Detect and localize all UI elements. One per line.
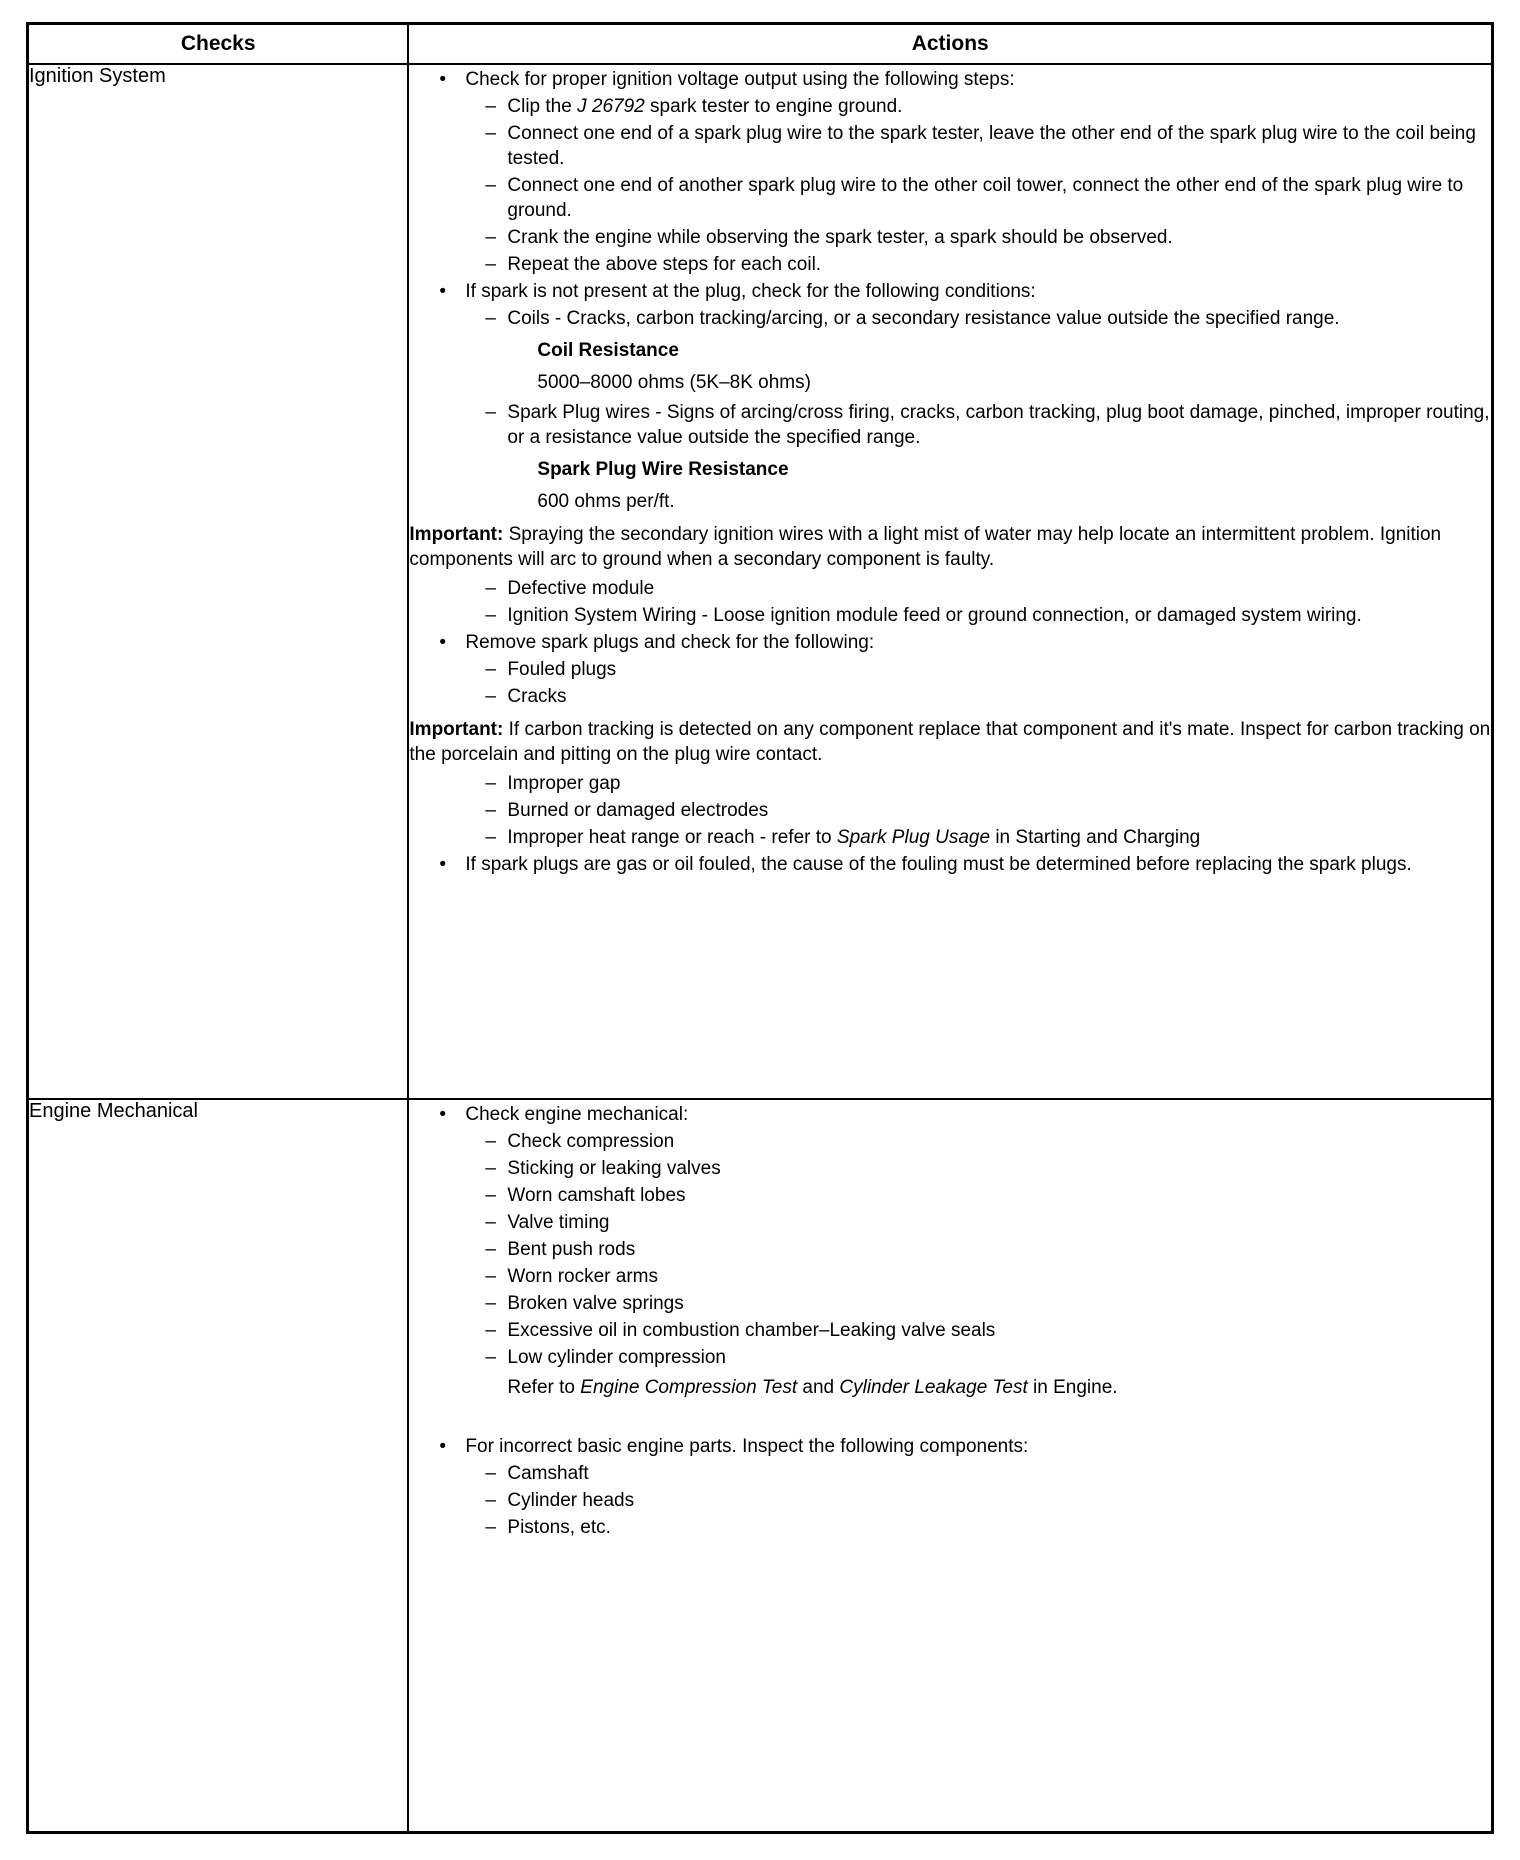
action-item-bullet — [409, 279, 1491, 304]
action-text: Important: Spraying the secondary ignition wires with a light mist of water may help locate an intermittent problem. Ignition components will arc to ground when a secondary component is faulty. — [409, 524, 1442, 570]
action-text: Refer to Engine Compression Test and Cylinder Leakage Test in Engine. — [507, 1377, 1118, 1398]
action-text: 600 ohms per/ft. — [537, 491, 675, 512]
header-row — [28, 24, 1493, 65]
checks-column-header: Checks — [28, 24, 409, 65]
action-item-dash — [409, 825, 1491, 850]
action-item-dash — [409, 1515, 1491, 1540]
dash-marker: – — [485, 1239, 496, 1260]
action-item-dash — [409, 121, 1491, 171]
action-item-dash — [409, 1345, 1491, 1370]
action-text: Ignition System Wiring - Loose ignition module feed or ground connection, or damaged system wiring. — [507, 605, 1362, 626]
action-text: Cracks — [507, 686, 567, 707]
action-item-dash — [409, 771, 1491, 796]
action-text: If spark plugs are gas or oil fouled, the cause of the fouling must be determined before replacing the spark plugs. — [465, 854, 1412, 875]
action-item-bullet — [409, 852, 1491, 877]
action-text: Spark Plug Wire Resistance — [537, 459, 789, 480]
action-item-dash — [409, 1129, 1491, 1154]
action-item-dash — [409, 798, 1491, 823]
action-text: Important: If carbon tracking is detected on any component replace that component and it's mate. Inspect for carbon tracking on the porcelain and pitting on the plug wire contact. — [409, 719, 1491, 765]
action-item-bullet — [409, 1102, 1491, 1127]
actions-cell — [408, 64, 1492, 1099]
bullet-marker: • — [439, 1436, 447, 1457]
action-item-spacer — [409, 1402, 1491, 1432]
action-item-dash — [409, 657, 1491, 682]
action-item-dash — [409, 1461, 1491, 1486]
dash-marker: – — [485, 827, 496, 848]
action-item-value — [409, 489, 1491, 514]
action-text: Coils - Cracks, carbon tracking/arcing, or a secondary resistance value outside the specified range. — [507, 308, 1340, 329]
dash-marker: – — [485, 1463, 496, 1484]
action-item-dash — [409, 1237, 1491, 1262]
table-row — [28, 1099, 1493, 1833]
action-item-refer — [409, 1375, 1491, 1400]
action-text: Defective module — [507, 578, 655, 599]
dash-marker: – — [485, 659, 496, 680]
dash-marker: – — [485, 123, 496, 144]
bullet-marker: • — [439, 281, 447, 302]
dash-marker: – — [485, 1517, 496, 1538]
action-text: Low cylinder compression — [507, 1347, 726, 1368]
dash-marker: – — [485, 578, 496, 599]
action-item-heading — [409, 457, 1491, 482]
action-text: Excessive oil in combustion chamber–Leaking valve seals — [507, 1320, 996, 1341]
actions-cell — [408, 1099, 1492, 1833]
bullet-marker: • — [439, 1104, 447, 1125]
dash-marker: – — [485, 1347, 496, 1368]
action-text: Crank the engine while observing the spark tester, a spark should be observed. — [507, 227, 1173, 248]
action-item-dash — [409, 94, 1491, 119]
dash-marker: – — [485, 308, 496, 329]
action-text: Fouled plugs — [507, 659, 617, 680]
table-row — [28, 64, 1493, 1099]
action-item-dash — [409, 1183, 1491, 1208]
dash-marker: – — [485, 686, 496, 707]
action-text: 5000–8000 ohms (5K–8K ohms) — [537, 372, 811, 393]
action-item-bullet — [409, 630, 1491, 655]
action-text: Improper heat range or reach - refer to Spark Plug Usage in Starting and Charging — [507, 827, 1201, 848]
action-item-dash — [409, 576, 1491, 601]
action-text: Broken valve springs — [507, 1293, 684, 1314]
action-item-dash — [409, 603, 1491, 628]
dash-marker: – — [485, 1185, 496, 1206]
action-item-dash — [409, 684, 1491, 709]
action-item-bullet — [409, 1434, 1491, 1459]
check-cell — [28, 1099, 409, 1833]
action-text: Sticking or leaking valves — [507, 1158, 721, 1179]
action-text: Connect one end of another spark plug wire to the other coil tower, connect the other end of the spark plug wire to ground. — [507, 175, 1464, 221]
action-text: Burned or damaged electrodes — [507, 800, 769, 821]
action-text: Improper gap — [507, 773, 621, 794]
action-text: Pistons, etc. — [507, 1517, 611, 1538]
dash-marker: – — [485, 227, 496, 248]
dash-marker: – — [485, 254, 496, 275]
actions-column-header: Actions — [408, 24, 1492, 65]
action-text: Connect one end of a spark plug wire to the spark tester, leave the other end of the spark plug wire to the coil being tested. — [507, 123, 1476, 169]
action-item-important — [409, 717, 1491, 767]
dash-marker: – — [485, 175, 496, 196]
action-item-dash — [409, 306, 1491, 331]
action-item-dash — [409, 1291, 1491, 1316]
action-item-value — [409, 370, 1491, 395]
action-text: Spark Plug wires - Signs of arcing/cross firing, cracks, carbon tracking, plug boot damage, pinched, improper routing, or a resistance value outside the specified range. — [507, 402, 1490, 448]
dash-marker: – — [485, 773, 496, 794]
action-text: Worn camshaft lobes — [507, 1185, 686, 1206]
action-item-dash — [409, 400, 1491, 450]
dash-marker: – — [485, 1131, 496, 1152]
action-item-dash — [409, 225, 1491, 250]
table-body — [28, 64, 1493, 1833]
dash-marker: – — [485, 1266, 496, 1287]
action-text: Worn rocker arms — [507, 1266, 659, 1287]
action-text: Remove spark plugs and check for the following: — [465, 632, 875, 653]
dash-marker: – — [485, 402, 496, 423]
dash-marker: – — [485, 1490, 496, 1511]
action-item-important — [409, 522, 1491, 572]
dash-marker: – — [485, 1158, 496, 1179]
action-item-dash — [409, 1318, 1491, 1343]
bullet-marker: • — [439, 632, 447, 653]
dash-marker: – — [485, 800, 496, 821]
action-text: Check compression — [507, 1131, 675, 1152]
action-text: If spark is not present at the plug, check for the following conditions: — [465, 281, 1036, 302]
diagnostic-table — [26, 22, 1494, 1834]
bullet-marker: • — [439, 69, 447, 90]
action-text: Valve timing — [507, 1212, 610, 1233]
bullet-marker: • — [439, 854, 447, 875]
dash-marker: – — [485, 1320, 496, 1341]
action-item-dash — [409, 1488, 1491, 1513]
action-text: Repeat the above steps for each coil. — [507, 254, 822, 275]
action-item-bullet — [409, 67, 1491, 92]
action-text: Cylinder heads — [507, 1490, 635, 1511]
action-text: Camshaft — [507, 1463, 589, 1484]
action-item-dash — [409, 252, 1491, 277]
action-text: Bent push rods — [507, 1239, 636, 1260]
action-item-heading — [409, 338, 1491, 363]
dash-marker: – — [485, 96, 496, 117]
dash-marker: – — [485, 605, 496, 626]
dash-marker: – — [485, 1212, 496, 1233]
action-item-dash — [409, 1210, 1491, 1235]
check-label: Ignition System — [29, 65, 166, 87]
action-text: Clip the J 26792 spark tester to engine ground. — [507, 96, 903, 117]
action-text: Check engine mechanical: — [465, 1104, 689, 1125]
action-item-dash — [409, 173, 1491, 223]
action-item-dash — [409, 1264, 1491, 1289]
check-label: Engine Mechanical — [29, 1100, 198, 1122]
action-text: Coil Resistance — [537, 340, 679, 361]
check-cell — [28, 64, 409, 1099]
table-header — [28, 24, 1493, 65]
action-text: For incorrect basic engine parts. Inspect the following components: — [465, 1436, 1029, 1457]
action-item-dash — [409, 1156, 1491, 1181]
action-text: Check for proper ignition voltage output using the following steps: — [465, 69, 1015, 90]
dash-marker: – — [485, 1293, 496, 1314]
